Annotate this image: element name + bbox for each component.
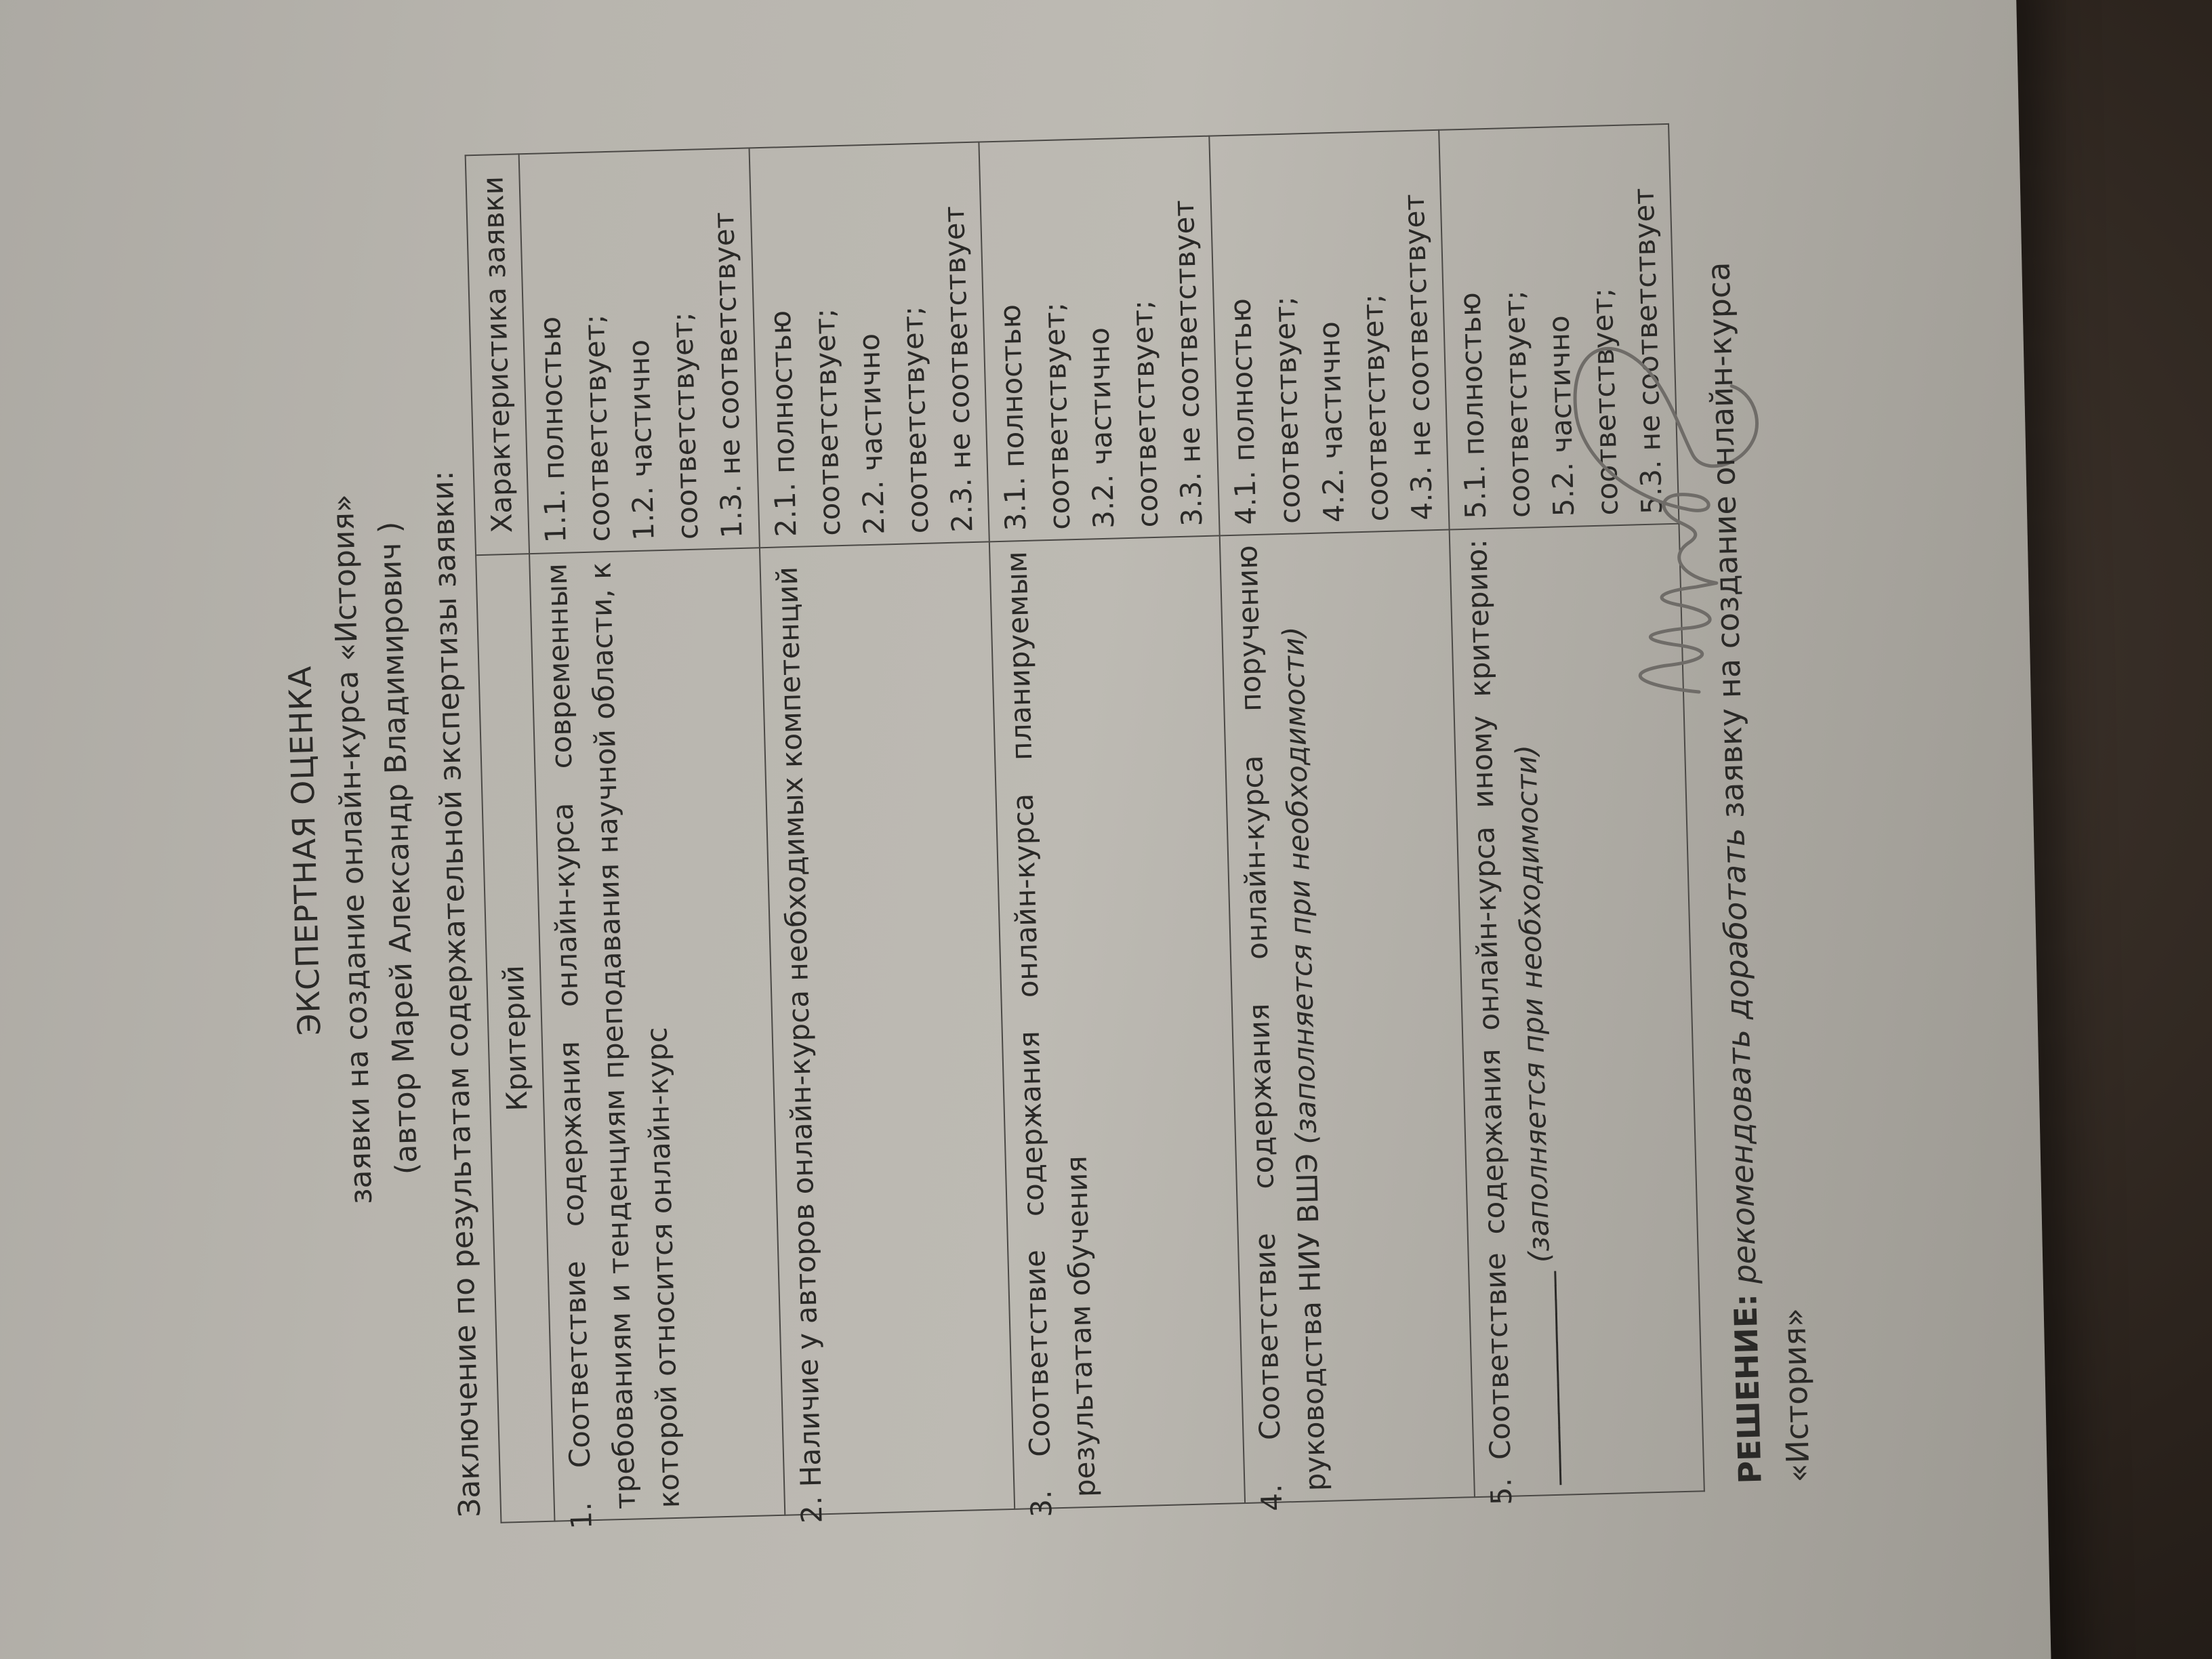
- option-item: 5.2. частично соответствует;: [1542, 287, 1625, 517]
- header-characteristic: Характеристика заявки: [466, 154, 530, 555]
- characteristic-cell: [979, 136, 1219, 542]
- conclusion-heading: Заключение по результатам содержательной экспертизы заявки:: [425, 470, 488, 1518]
- criterion-note: (заполняется при необходимости): [1275, 626, 1323, 1145]
- option-item: 3.1. полностью соответствует;: [993, 302, 1077, 532]
- criterion-text: 5. Соответствие содержания онлайн-курса иному критерию: _______________: [1459, 539, 1562, 1506]
- option-item: 3.2. частично соответствует;: [1082, 300, 1165, 529]
- option-item: 1.3. не соответствует: [707, 211, 750, 539]
- option-item: 2.1. полностью соответствует;: [763, 308, 847, 537]
- criterion-cell: [1219, 530, 1475, 1512]
- criterion-note: (заполняется при необходимости): [1509, 744, 1557, 1263]
- characteristic-cell: [519, 148, 760, 554]
- decision-block: [1693, 194, 1823, 1484]
- header-criterion: Критерий: [476, 554, 554, 1522]
- decision-text: заявку на создание онлайн-курса «История»: [1700, 262, 1817, 1483]
- decision-verdict: рекомендовать доработать: [1715, 827, 1763, 1285]
- document-subtitle: заявки на создание онлайн-курса «История»: [325, 493, 380, 1205]
- criterion-text: 3. Соответствие содержания онлайн-курса планируемым результатам обучения: [1000, 550, 1102, 1518]
- option-item: 4.3. не соответствует: [1397, 193, 1439, 521]
- criterion-text: 1. Соответствие содержания онлайн-курса современным требованиям и тенденциям преподавания научной области, к которой относится онлайн-курс: [539, 561, 687, 1530]
- option-item: 1.1. полностью соответствует;: [533, 314, 617, 544]
- document-author: (автор Марей Александр Владимирович ): [372, 520, 424, 1175]
- criterion-text: 4. Соответствие содержания онлайн-курса поручению руководства НИУ ВШЭ: [1229, 544, 1332, 1512]
- evaluation-table: [465, 123, 1706, 1530]
- criterion-text: 2. Наличие у авторов онлайн-курса необходимых компетенций: [770, 566, 829, 1524]
- option-item: 2.2. частично соответствует;: [852, 306, 935, 535]
- option-item: 3.3. не соответствует: [1167, 199, 1209, 527]
- option-item: 2.3. не соответствует: [937, 205, 979, 533]
- option-item: 5.1. полностью соответствует;: [1453, 289, 1537, 520]
- table-row: [519, 148, 785, 1521]
- table-row: [979, 136, 1244, 1509]
- decision-label: РЕШЕНИЕ:: [1727, 1293, 1769, 1485]
- criterion-cell: [529, 548, 785, 1530]
- characteristic-cell: [749, 142, 989, 548]
- document-title: ЭКСПЕРТНАЯ ОЦЕНКА: [281, 665, 328, 1036]
- criterion-cell: [760, 541, 1015, 1524]
- option-item: 5.3. не соответствует: [1626, 187, 1669, 515]
- option-item: 1.2. частично соответствует;: [622, 311, 705, 541]
- document-page: [69, 24, 2142, 1635]
- table-row: [1209, 130, 1475, 1503]
- characteristic-cell: [1209, 130, 1450, 536]
- table-row: [749, 142, 1015, 1515]
- option-item: 4.1. полностью соответствует;: [1223, 295, 1307, 526]
- criterion-cell: [989, 536, 1245, 1518]
- option-item: 4.2. частично соответствует;: [1312, 293, 1395, 523]
